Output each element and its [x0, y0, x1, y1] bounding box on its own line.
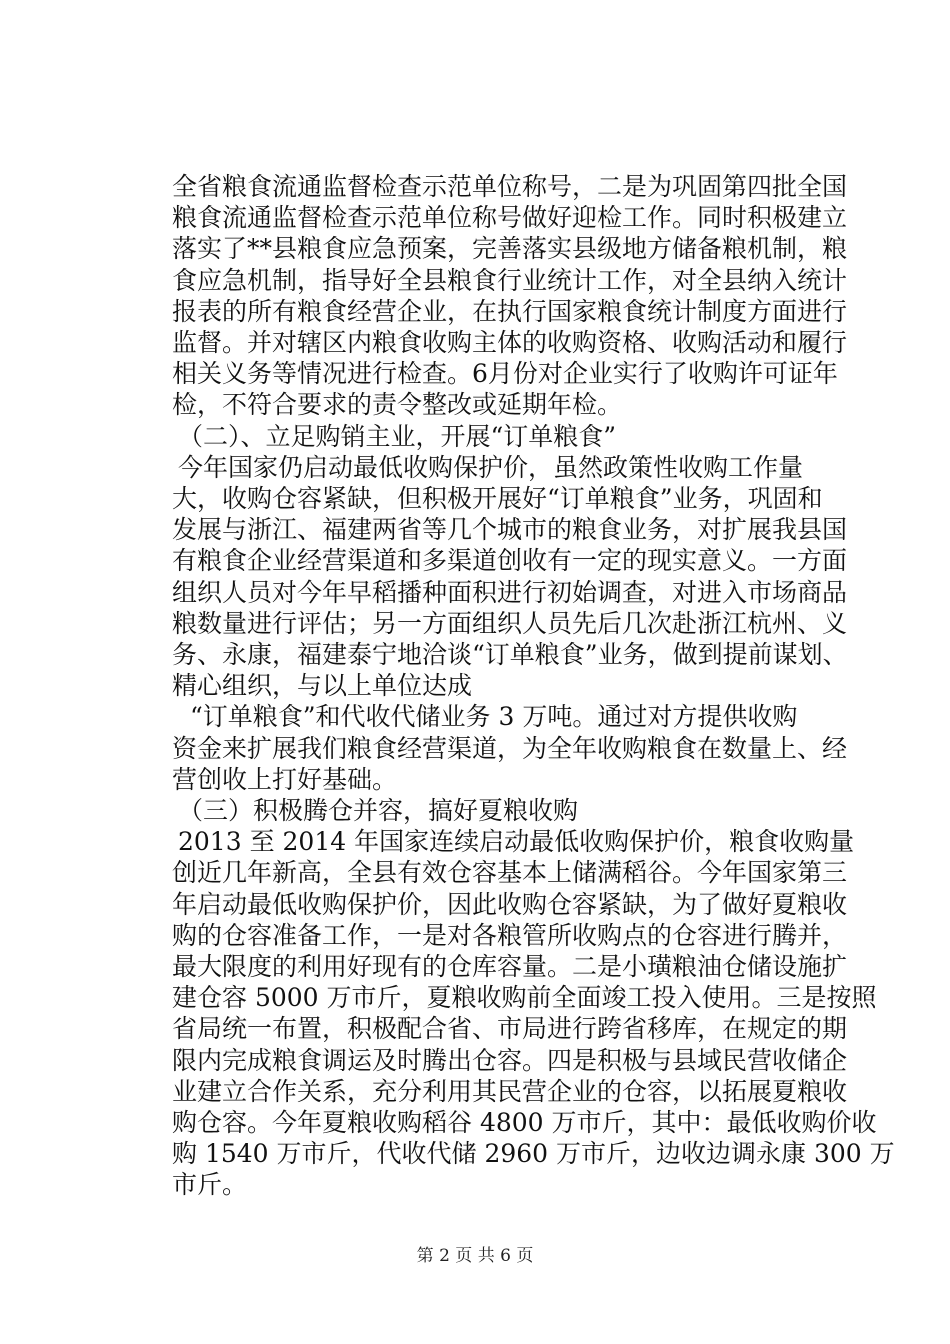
- body-text-line: 限内完成粮食调运及时腾出仓容。四是积极与县域民营收储企: [172, 1045, 848, 1075]
- body-text-line: 粮食流通监督检查示范单位称号做好迎检工作。同时积极建立: [172, 203, 848, 233]
- body-text-line: 全省粮食流通监督检查示范单位称号，二是为巩固第四批全国: [172, 172, 848, 201]
- body-text-line: 组织人员对今年早稻播种面积进行初始调查，对进入市场商品: [172, 577, 848, 607]
- body-text-line: 年启动最低收购保护价，因此收购仓容紧缺，为了做好夏粮收: [172, 889, 848, 919]
- page-footer: 第 2 页 共 6 页: [416, 1246, 534, 1266]
- body-text-line: 资金来扩展我们粮食经营渠道，为全年收购粮食在数量上、经: [172, 733, 848, 763]
- body-text-line: 务、永康，福建泰宁地洽谈“订单粮食”业务，做到提前谋划、: [172, 640, 848, 669]
- body-text-line: 最大限度的利用好现有的仓库容量。二是小璜粮油仓储设施扩: [172, 952, 848, 981]
- body-text-line: 2013 至 2014 年国家连续启动最低收购保护价，粮食收购量: [178, 827, 855, 857]
- body-text-line: 相关义务等情况进行检查。6月份对企业实行了收购许可证年: [172, 359, 838, 389]
- body-text-line: 营创收上打好基础。: [172, 764, 398, 794]
- body-text-line: 今年国家仍启动最低收购保护价，虽然政策性收购工作量: [178, 452, 804, 482]
- body-text-line: 购 1540 万市斤，代收代储 2960 万市斤，边收边调永康 300 万: [172, 1139, 895, 1169]
- body-text-line: 购仓容。今年夏粮收购稻谷 4800 万市斤，其中：最低收购价收: [172, 1108, 877, 1137]
- body-text-line: 省局统一布置，积极配合省、市局进行跨省移库，在规定的期: [172, 1014, 848, 1044]
- body-text-line: 落实了**县粮食应急预案，完善落实县级地方储备粮机制，粮: [172, 234, 848, 264]
- body-text-line: 有粮食企业经营渠道和多渠道创收有一定的现实意义。一方面: [172, 546, 848, 576]
- body-text-line: 精心组织，与以上单位达成: [172, 671, 473, 701]
- body-text-line: 市斤。: [172, 1170, 248, 1200]
- body-text-line: 业建立合作关系，充分利用其民营企业的仓容，以拓展夏粮收: [172, 1076, 848, 1106]
- section-heading: （三）积极腾仓并容，搞好夏粮收购: [178, 796, 579, 825]
- body-text-line: 报表的所有粮食经营企业，在执行国家粮食统计制度方面进行: [172, 296, 848, 326]
- body-text-line: 监督。并对辖区内粮食收购主体的收购资格、收购活动和履行: [172, 328, 848, 357]
- section-heading: （二）、立足购销主业，开展“订单粮食”: [178, 421, 617, 451]
- body-text-line: 建仓容 5000 万市斤，夏粮收购前全面竣工投入使用。三是按照: [172, 983, 877, 1013]
- body-text-line: 食应急机制，指导好全县粮食行业统计工作，对全县纳入统计: [172, 265, 848, 295]
- body-text-line: 检，不符合要求的责令整改或延期年检。: [172, 390, 623, 420]
- body-text-line: 发展与浙江、福建两省等几个城市的粮食业务，对扩展我县国: [172, 515, 848, 545]
- body-text-line: 购的仓容准备工作，一是对各粮管所收购点的仓容进行腾并，: [172, 920, 848, 950]
- body-text-line: “订单粮食”和代收代储业务 3 万吨。通过对方提供收购: [190, 702, 798, 732]
- body-text-line: 大，收购仓容紧缺，但积极开展好“订单粮食”业务，巩固和: [172, 484, 823, 513]
- body-text-line: 创近几年新高，全县有效仓容基本上储满稻谷。今年国家第三: [172, 858, 848, 888]
- body-text-line: 粮数量进行评估；另一方面组织人员先后几次赴浙江杭州、义: [172, 608, 848, 638]
